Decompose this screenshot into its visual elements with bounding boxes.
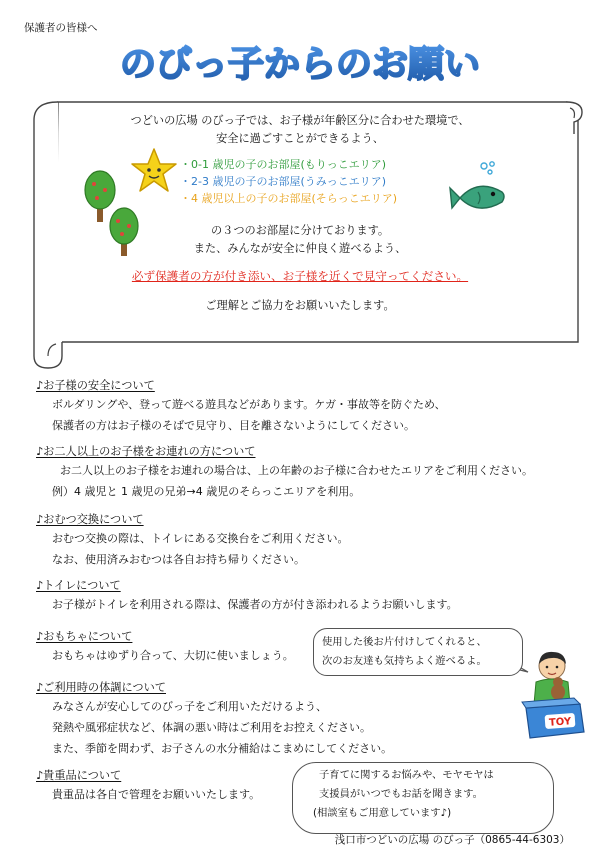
section-line: おもちゃはゆずり合って、大切に使いましょう。 — [52, 649, 294, 662]
section-line: なお、使用済みおむつは各自お持ち帰りください。 — [52, 553, 305, 566]
toy-speech-bubble — [313, 628, 523, 676]
section-body-siblings — [52, 460, 533, 502]
intro-line-4: また、みんなが安全に仲良く遊べるよう、 — [193, 242, 407, 255]
bubble-line: 支援員がいつでもお話を聞きます。 — [319, 788, 483, 800]
section-heading-diaper: ♪おむつ交換について — [36, 513, 144, 526]
section-body-valuables — [52, 784, 260, 805]
section-heading-safety: ♪お子様の安全について — [36, 379, 155, 392]
section-body-safety — [52, 394, 446, 436]
room-2-3: ・2-3 歳児の子のお部屋(うみっこエリア) — [180, 175, 387, 188]
room-4-plus: ・4 歳児以上の子のお部屋(そらっこエリア) — [180, 192, 398, 205]
bubble-line: (相談室もご用意しています♪) — [313, 807, 452, 819]
section-line: 発熱や風邪症状など、体調の悪い時はご利用をお控えください。 — [52, 721, 371, 734]
page-title-text: のびっ子からのお願い — [119, 44, 481, 85]
section-line: また、季節を問わず、お子さんの水分補給はこまめにしてください。 — [52, 742, 393, 755]
child-with-toy-box-icon — [518, 648, 588, 740]
section-body-toilet — [52, 594, 458, 615]
section-heading-health: ♪ご利用時の体調について — [36, 681, 166, 694]
intro-line-3: の３つのお部屋に分けております。 — [210, 224, 390, 237]
section-line: 貴重品は各自で管理をお願いいたします。 — [52, 788, 261, 801]
section-line: みなさんが安心してのびっ子をご利用いただけるよう、 — [52, 700, 327, 713]
section-line: お子様がトイレを利用される際は、保護者の方が付き添われるようお願いします。 — [52, 598, 458, 611]
bubble-line: 次のお友達も気持ちよく遊べるよ。 — [322, 655, 487, 667]
section-line: お二人以上のお子様をお連れの場合は、上の年齢のお子様に合わせたエリアをご利用ください。 — [60, 464, 533, 477]
bubble-line: 使用した後お片付けしてくれると、 — [322, 636, 487, 648]
section-body-toys — [52, 645, 294, 666]
intro-line-1: つどいの広場 のびっ子では、お子様が年齢区分に合わせた環境で、 — [130, 114, 470, 127]
section-line: 保護者の方はお子様のそばで見守り、目を離さないようにしてください。 — [52, 419, 415, 432]
tree-icon — [106, 206, 142, 258]
section-heading-toys: ♪おもちゃについて — [36, 630, 133, 643]
section-heading-siblings: ♪お二人以上のお子様をお連れの方について — [36, 445, 256, 458]
page-title — [0, 36, 600, 92]
footer-contact: 浅口市つどいの広場 のびっ子（0865-44-6303） — [334, 834, 570, 846]
section-line: ボルダリングや、登って遊べる遊具などがあります。ケガ・事故等を防ぐため、 — [52, 398, 446, 411]
section-line: おむつ交換の際は、トイレにある交換台をご利用ください。 — [52, 532, 349, 545]
room-list — [180, 156, 397, 207]
warning-text: 必ず保護者の方が付き添い、お子様を近くで見守ってください。 — [131, 269, 469, 283]
section-body-diaper — [52, 528, 348, 570]
section-line: 例）4 歳児と 1 歳児の兄弟→4 歳児のそらっこエリアを利用。 — [52, 485, 361, 498]
section-heading-valuables: ♪貴重品について — [36, 769, 122, 782]
bubble-line: 子育てに関するお悩みや、モヤモヤは — [319, 769, 494, 781]
consultation-bubble — [292, 762, 554, 834]
room-0-1: ・0-1 歳児の子のお部屋(もりっこエリア) — [180, 158, 387, 171]
section-body-health — [52, 696, 392, 759]
intro-line-2: 安全に過ごすことができるよう、 — [216, 132, 384, 145]
toy-box-label: TOY — [548, 716, 572, 729]
thanks-text: ご理解とご協力をお願いいたします。 — [205, 299, 395, 312]
section-heading-toilet: ♪トイレについて — [36, 579, 121, 592]
addressee: 保護者の皆様へ — [24, 22, 98, 34]
star-icon — [128, 146, 180, 196]
fish-icon — [448, 158, 518, 222]
